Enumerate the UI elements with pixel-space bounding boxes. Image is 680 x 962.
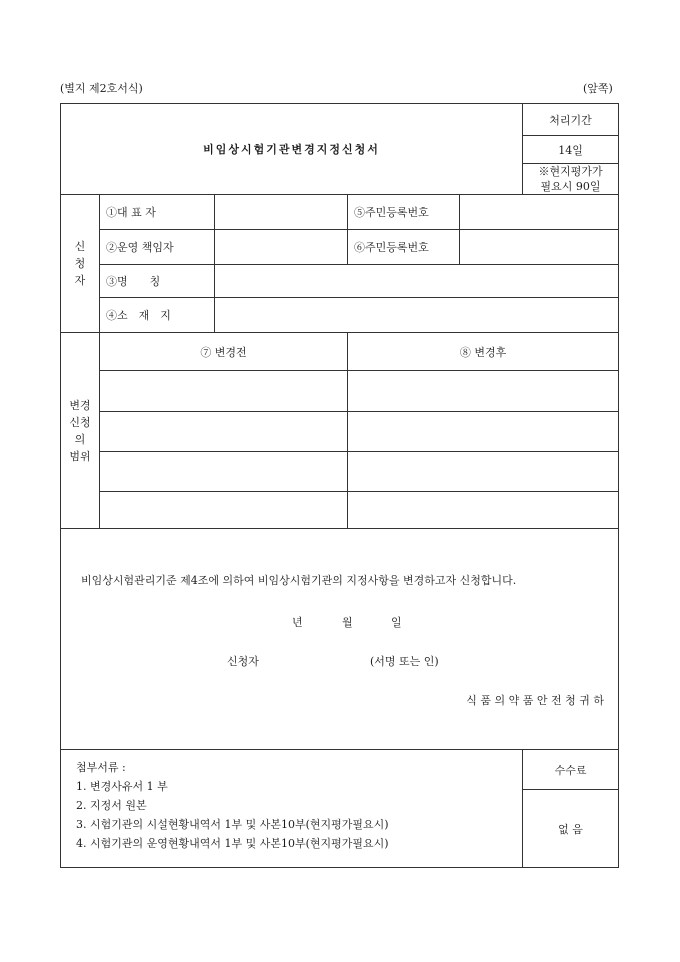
- before-change-field[interactable]: [100, 412, 348, 452]
- attachment-item: 3. 시험기관의 시설현황내역서 1부 및 사본10부(현지평가필요시): [76, 818, 389, 831]
- before-change-field[interactable]: [100, 371, 348, 412]
- attachments-title: 첨부서류 :: [76, 761, 126, 774]
- before-change-header: ⑦ 변경전: [100, 333, 348, 371]
- change-scope-line-4: 범위: [69, 449, 91, 463]
- form-number: (별지 제2호서식): [60, 82, 143, 95]
- applicant-group-label: [61, 195, 100, 333]
- before-change-field[interactable]: [100, 452, 348, 492]
- applicant-char-2: 청: [74, 257, 86, 270]
- address-field[interactable]: [215, 298, 619, 333]
- change-scope-line-2: 신청: [69, 415, 91, 429]
- form-title: 비임상시험기관변경지정신청서: [61, 104, 523, 195]
- applicant-signature-label: 신청자: [227, 655, 259, 668]
- addressee: 식 품 의 약 품 안 전 청 귀 하: [466, 694, 605, 707]
- change-scope-group-label: [61, 333, 100, 529]
- applicant-char-1: 신: [74, 240, 86, 253]
- attachment-item: 1. 변경사유서 1 부: [76, 780, 168, 793]
- representative-label: ①대 표 자: [100, 195, 215, 230]
- rrn-2-field[interactable]: [460, 230, 619, 265]
- after-change-field[interactable]: [348, 371, 619, 412]
- operator-label: ②운영 책임자: [100, 230, 215, 265]
- declaration-section: [61, 529, 619, 750]
- date-year-label: 년: [292, 616, 303, 629]
- processing-note: [523, 164, 619, 195]
- name-label: ③명 칭: [100, 265, 215, 298]
- name-field[interactable]: [215, 265, 619, 298]
- before-change-field[interactable]: [100, 492, 348, 529]
- attachments-section: [61, 750, 523, 868]
- after-change-field[interactable]: [348, 452, 619, 492]
- address-label: ④소 재 지: [100, 298, 215, 333]
- attachment-item: 4. 시험기관의 운영현황내역서 1부 및 사본10부(현지평가필요시): [76, 837, 389, 850]
- processing-note-line-1: ※현지평가가: [538, 165, 603, 178]
- attachment-item: 2. 지정서 원본: [76, 799, 147, 812]
- rrn-1-field[interactable]: [460, 195, 619, 230]
- change-scope-line-3: 의: [74, 432, 86, 446]
- applicant-char-3: 자: [74, 274, 86, 287]
- operator-field[interactable]: [215, 230, 348, 265]
- after-change-field[interactable]: [348, 492, 619, 529]
- processing-period-label: 처리기간: [523, 104, 619, 136]
- application-form: [60, 103, 619, 868]
- declaration-statement: 비임상시험관리기준 제4조에 의하여 비임상시험기관의 지정사항을 변경하고자 신청합니다.: [81, 574, 517, 587]
- page-side-label: (앞쪽): [583, 82, 613, 95]
- after-change-field[interactable]: [348, 412, 619, 452]
- rrn-2-label: ⑥주민등록번호: [348, 230, 460, 265]
- representative-field[interactable]: [215, 195, 348, 230]
- processing-days: 14일: [523, 136, 619, 164]
- rrn-1-label: ⑤주민등록번호: [348, 195, 460, 230]
- processing-note-line-2: 필요시 90일: [540, 180, 601, 193]
- signature-or-seal: (서명 또는 인): [370, 655, 439, 668]
- date-day-label: 일: [391, 616, 402, 629]
- change-scope-line-1: 변경: [69, 398, 91, 412]
- fee-label: 수수료: [523, 750, 619, 790]
- date-month-label: 월: [342, 616, 353, 629]
- fee-value: 없 음: [523, 790, 619, 868]
- after-change-header: ⑧ 변경후: [348, 333, 619, 371]
